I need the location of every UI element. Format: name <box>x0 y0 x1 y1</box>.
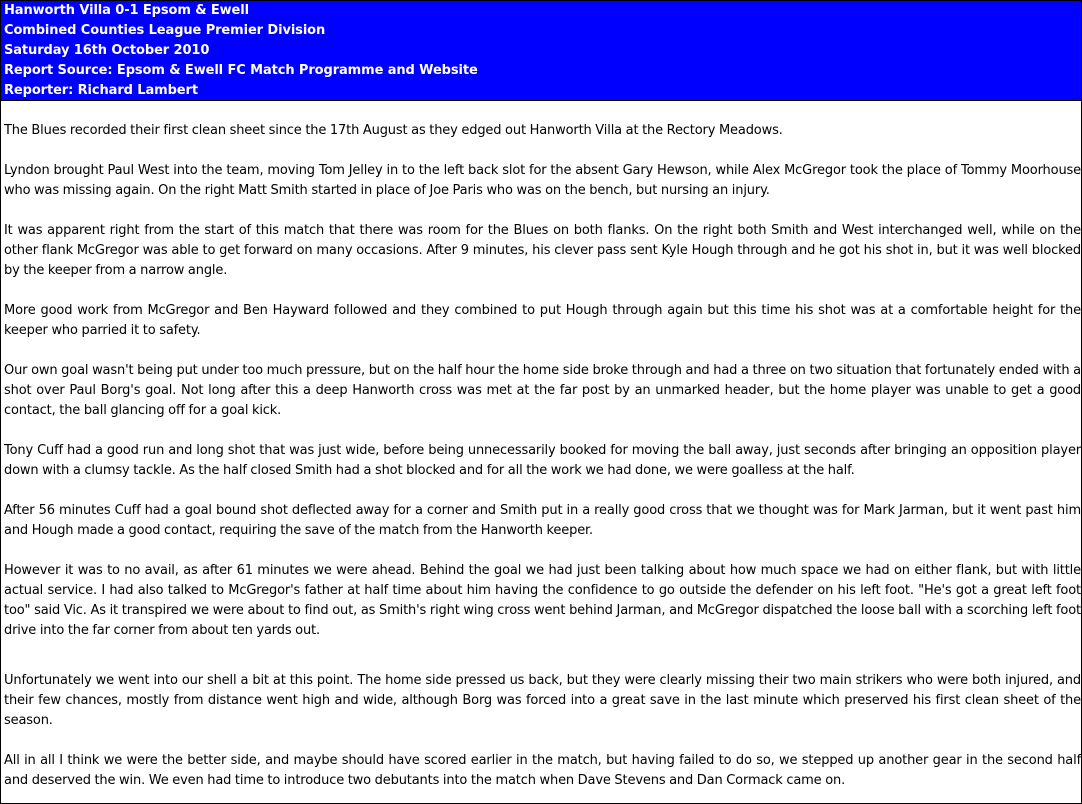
report-paragraph: Our own goal wasn't being put under too much pressure, but on the half hour the home side broke through and had a three on two situation that fortunately ended with a shot over Paul Borg's goal. Not long after this a deep Hanworth cross was met at the far post by an unmarked header, but the home player was unable to get a good contact, the ball glancing off for a goal kick. <box>4 363 1081 418</box>
report-paragraph: The Blues recorded their first clean sheet since the 17th August as they edged out Hanworth Villa at the Rectory Meadows. <box>4 123 783 138</box>
report-paragraph: It was apparent right from the start of this match that there was room for the Blues on both flanks. On the right both Smith and West interchanged well, while on the other flank McGregor was able to get forward on many occasions. After 9 minutes, his clever pass sent Kyle Hough through and he got his shot in, but it was well blocked by the keeper from a narrow angle. <box>4 223 1081 278</box>
report-paragraph: Unfortunately we went into our shell a bit at this point. The home side pressed us back, but they were clearly missing their two main strikers who were both injured, and their few chances, mostly from distance went high and wide, although Borg was forced into a great save in the last minute which preserved his first clean sheet of the season. <box>4 673 1081 728</box>
match-title: Hanworth Villa 0-1 Epsom & Ewell <box>4 3 249 18</box>
report-paragraph: After 56 minutes Cuff had a goal bound shot deflected away for a corner and Smith put in a really good cross that we thought was for Mark Jarman, but it went past him and Hough made a good contact, requiring the save of the match from the Hanworth keeper. <box>4 503 1081 538</box>
reporter-name: Reporter: Richard Lambert <box>4 83 198 98</box>
report-paragraph: All in all I think we were the better side, and maybe should have scored earlier in the match, but having failed to do so, we stepped up another gear in the second half and deserved the win. We even had time to introduce two debutants into the match when Dave Stevens and Dan Cormack came on. <box>4 753 1081 788</box>
report-header <box>1 1 1081 101</box>
report-paragraph: Lyndon brought Paul West into the team, moving Tom Jelley in to the left back slot for the absent Gary Hewson, while Alex McGregor took the place of Tommy Moorhouse who was missing again. On the right Matt Smith started in place of Joe Paris who was on the bench, but nursing an injury. <box>4 163 1081 198</box>
report-body <box>1 101 1081 791</box>
competition-name: Combined Counties League Premier Division <box>4 23 326 38</box>
match-date: Saturday 16th October 2010 <box>4 43 210 58</box>
report-paragraph: However it was to no avail, as after 61 minutes we were ahead. Behind the goal we had just been talking about how much space we had on either flank, but with little actual service. I had also talked to McGregor's father at half time about him having the confidence to go outside the defender on his left foot. "He's got a great left foot too" said Vic. As it transpired we were about to find out, as Smith's right wing cross went behind Jarman, and McGregor dispatched the loose ball with a scorching left foot drive into the far corner from about ten yards out. <box>4 563 1081 638</box>
report-paragraph: More good work from McGregor and Ben Hayward followed and they combined to put Hough through again but this time his shot was at a comfortable height for the keeper who parried it to safety. <box>4 303 1081 338</box>
report-paragraph: Tony Cuff had a good run and long shot that was just wide, before being unnecessarily booked for moving the ball away, just seconds after bringing an opposition player down with a clumsy tackle. As the half closed Smith had a shot blocked and for all the work we had done, we were goalless at the half. <box>4 443 1081 478</box>
report-source: Report Source: Epsom & Ewell FC Match Programme and Website <box>4 63 478 78</box>
